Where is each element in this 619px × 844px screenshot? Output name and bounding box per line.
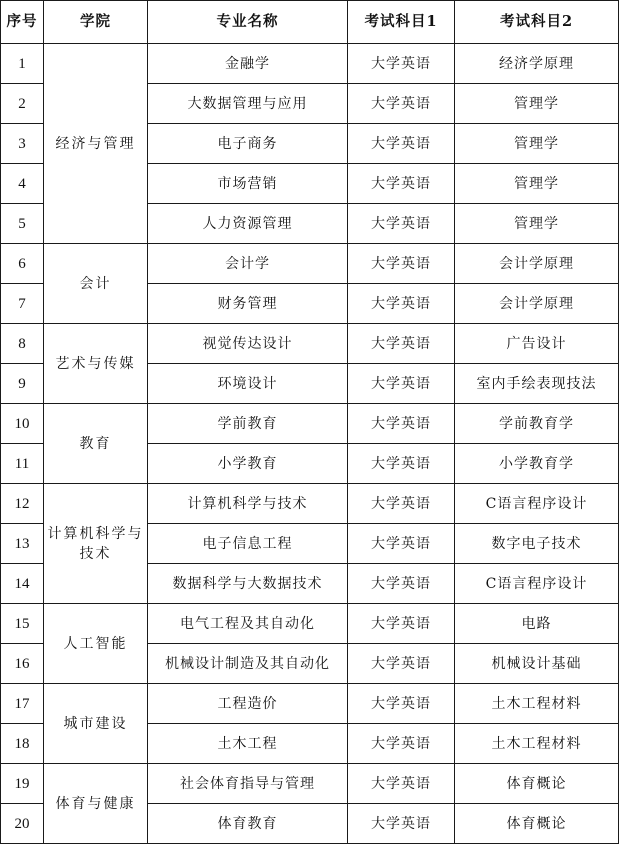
header-subject1: 考试科目1 [348,1,455,44]
row-number: 10 [1,404,44,444]
major-name: 财务管理 [148,284,348,324]
exam-subject-1: 大学英语 [348,564,455,604]
exam-subject-1: 大学英语 [348,124,455,164]
header-row [1,1,619,44]
row-number: 14 [1,564,44,604]
college-cell: 体育与健康 [44,764,148,844]
exam-subject-2: 土木工程材料 [455,684,619,724]
row-number: 5 [1,204,44,244]
college-cell: 会计 [44,244,148,324]
row-number: 17 [1,684,44,724]
major-name: 社会体育指导与管理 [148,764,348,804]
table-body [1,44,619,844]
table-row [1,404,619,444]
exam-subject-1: 大学英语 [348,284,455,324]
row-number: 11 [1,444,44,484]
college-cell: 艺术与传媒 [44,324,148,404]
major-name: 体育教育 [148,804,348,844]
exam-subject-2: 广告设计 [455,324,619,364]
row-number: 9 [1,364,44,404]
major-name: 计算机科学与技术 [148,484,348,524]
table-row [1,684,619,724]
exam-subject-1: 大学英语 [348,484,455,524]
exam-subject-2: 学前教育学 [455,404,619,444]
exam-subject-1: 大学英语 [348,764,455,804]
row-number: 20 [1,804,44,844]
exam-subject-2: 土木工程材料 [455,724,619,764]
table-row [1,484,619,524]
exam-subject-2: 体育概论 [455,804,619,844]
major-name: 机械设计制造及其自动化 [148,644,348,684]
exam-subject-1: 大学英语 [348,684,455,724]
exam-subject-1: 大学英语 [348,604,455,644]
major-name: 会计学 [148,244,348,284]
exam-subject-1: 大学英语 [348,644,455,684]
major-name: 市场营销 [148,164,348,204]
row-number: 15 [1,604,44,644]
table-row [1,324,619,364]
college-cell: 计算机科学与技术 [44,484,148,604]
row-number: 12 [1,484,44,524]
row-number: 19 [1,764,44,804]
exam-subject-1: 大学英语 [348,724,455,764]
major-name: 电子商务 [148,124,348,164]
table-row [1,604,619,644]
exam-subject-1: 大学英语 [348,524,455,564]
exam-subject-2: 会计学原理 [455,244,619,284]
exam-subject-1: 大学英语 [348,164,455,204]
exam-subject-1: 大学英语 [348,404,455,444]
major-name: 工程造价 [148,684,348,724]
exam-subject-1: 大学英语 [348,244,455,284]
row-number: 6 [1,244,44,284]
exam-subject-2: C语言程序设计 [455,564,619,604]
exam-subject-2: 经济学原理 [455,44,619,84]
college-cell: 城市建设 [44,684,148,764]
exam-subject-2: 机械设计基础 [455,644,619,684]
exam-subject-2: C语言程序设计 [455,484,619,524]
exam-subject-2: 管理学 [455,84,619,124]
row-number: 7 [1,284,44,324]
major-name: 土木工程 [148,724,348,764]
exam-subject-2: 数字电子技术 [455,524,619,564]
row-number: 13 [1,524,44,564]
table-row [1,764,619,804]
major-name: 数据科学与大数据技术 [148,564,348,604]
exam-subject-2: 电路 [455,604,619,644]
header-major: 专业名称 [148,1,348,44]
row-number: 4 [1,164,44,204]
exam-subject-1: 大学英语 [348,204,455,244]
header-no: 序号 [1,1,44,44]
college-cell: 经济与管理 [44,44,148,244]
row-number: 8 [1,324,44,364]
major-name: 电气工程及其自动化 [148,604,348,644]
table-header [1,1,619,44]
row-number: 1 [1,44,44,84]
exam-subject-1: 大学英语 [348,44,455,84]
major-name: 金融学 [148,44,348,84]
college-cell: 教育 [44,404,148,484]
table-row [1,44,619,84]
header-college: 学院 [44,1,148,44]
exam-subject-2: 管理学 [455,164,619,204]
major-name: 学前教育 [148,404,348,444]
college-cell: 人工智能 [44,604,148,684]
exam-subject-2: 管理学 [455,124,619,164]
exam-subject-1: 大学英语 [348,324,455,364]
exam-subject-1: 大学英语 [348,84,455,124]
exam-subject-2: 体育概论 [455,764,619,804]
exam-subject-2: 室内手绘表现技法 [455,364,619,404]
header-subject2: 考试科目2 [455,1,619,44]
exam-subject-1: 大学英语 [348,444,455,484]
exam-subject-1: 大学英语 [348,364,455,404]
exam-subject-1: 大学英语 [348,804,455,844]
major-name: 电子信息工程 [148,524,348,564]
exam-subject-2: 管理学 [455,204,619,244]
major-name: 小学教育 [148,444,348,484]
row-number: 2 [1,84,44,124]
exam-subject-2: 小学教育学 [455,444,619,484]
table-row [1,244,619,284]
major-name: 环境设计 [148,364,348,404]
major-name: 视觉传达设计 [148,324,348,364]
exam-subject-2: 会计学原理 [455,284,619,324]
row-number: 16 [1,644,44,684]
row-number: 3 [1,124,44,164]
row-number: 18 [1,724,44,764]
major-name: 大数据管理与应用 [148,84,348,124]
major-name: 人力资源管理 [148,204,348,244]
